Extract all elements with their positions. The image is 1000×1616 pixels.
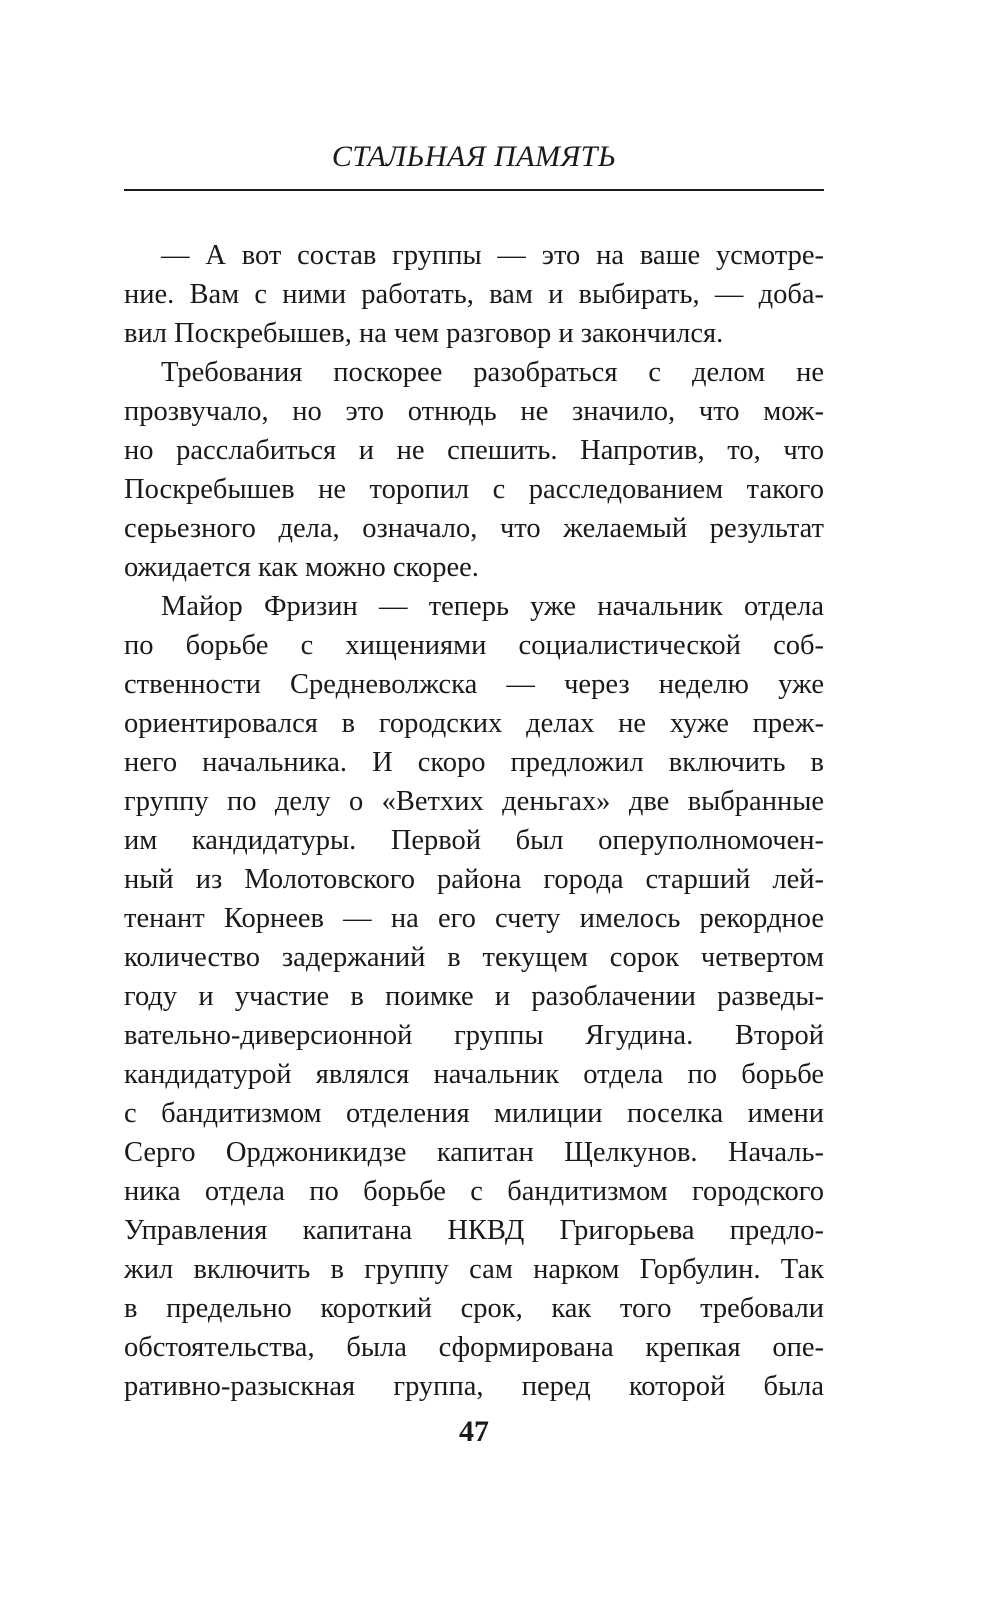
text-line: количество задержаний в текущем сорок четвертом [124,942,824,973]
text-line: с бандитизмом отделения милиции поселка имени [124,1098,824,1129]
text-line: — А вот состав группы — это на ваше усмотре- [161,240,824,271]
text-line: ственности Средневолжска — через неделю уже [124,669,824,700]
text-line: по борьбе с хищениями социалистической соб- [124,630,824,661]
text-line: Требования поскорее разобраться с делом не [161,357,824,388]
text-line: Серго Орджоникидзе капитан Щелкунов. Началь- [124,1137,824,1168]
text-line: но расслабиться и не спешить. Напротив, то, что [124,435,824,466]
text-line: Поскребышев не торопил с расследованием такого [124,474,824,505]
page-number: 47 [459,1415,489,1448]
text-line: обстоятельства, была сформирована крепкая опе- [124,1332,824,1363]
text-line: кандидатурой являлся начальник отдела по борьбе [124,1059,824,1090]
text-line: жил включить в группу сам нарком Горбулин. Так [124,1254,824,1285]
text-line: им кандидатуры. Первой был оперуполномочен- [124,825,824,856]
text-line: ративно-разыскная группа, перед которой была [124,1371,824,1402]
text-line: тенант Корнеев — на его счету имелось рекордное [124,903,824,934]
text-line: группу по делу о «Ветхих деньгах» две выбранные [124,786,824,817]
text-line: него начальника. И скоро предложил включить в [124,747,824,778]
text-line: серьезного дела, означало, что желаемый результат [124,513,824,544]
text-line: вил Поскребышев, на чем разговор и закончился. [124,318,724,349]
text-line: ный из Молотовского района города старший лей- [124,864,824,895]
text-line: году и участие в поимке и разоблачении разведы- [124,981,824,1012]
text-line: ника отдела по борьбе с бандитизмом городского [124,1176,824,1207]
header-rule [124,189,824,191]
text-line: ние. Вам с ними работать, вам и выбирать, — доба- [124,279,824,310]
text-line: вательно-диверсионной группы Ягудина. Второй [124,1020,824,1051]
running-title: СТАЛЬНАЯ ПАМЯТЬ [331,140,617,173]
text-line: Майор Фризин — теперь уже начальник отдела [161,591,824,622]
text-line: Управления капитана НКВД Григорьева предло- [124,1215,824,1246]
text-line: в предельно короткий срок, как того требовали [124,1293,824,1324]
text-line: ориентировался в городских делах не хуже преж- [124,708,824,739]
text-line: прозвучало, но это отнюдь не значило, что мож- [124,396,824,427]
body-text [124,236,824,1406]
text-line: ожидается как можно скорее. [124,552,479,583]
